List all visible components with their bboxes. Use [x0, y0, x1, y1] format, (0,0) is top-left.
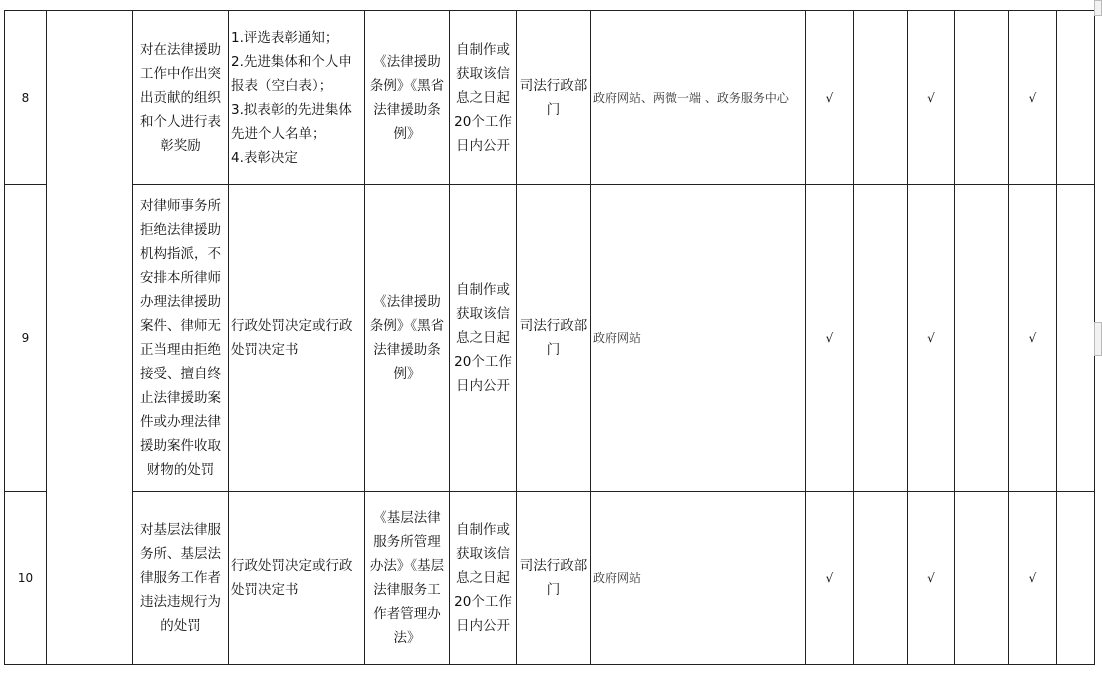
- empty-cell: [854, 185, 908, 492]
- disclosure-content: 行政处罚决定或行政处罚决定书: [229, 492, 365, 665]
- legal-basis: 《法律援助条例》《黑省法律援助条例》: [365, 11, 450, 185]
- disclosure-table: [4, 10, 1095, 665]
- scrollbar-thumb[interactable]: [1094, 322, 1102, 356]
- empty-cell: [1057, 11, 1095, 185]
- empty-cell: [854, 11, 908, 185]
- check-mark: √: [1009, 11, 1057, 185]
- disclosure-channel: 政府网站: [591, 185, 806, 492]
- legal-basis: 《基层法律服务所管理办法》《基层法律服务工作者管理办法》: [365, 492, 450, 665]
- table-row: [5, 11, 1095, 185]
- table-row: [5, 492, 1095, 665]
- row-number: 8: [5, 11, 47, 185]
- check-mark: √: [1009, 492, 1057, 665]
- merged-category-cell: [47, 11, 133, 665]
- empty-cell: [1057, 185, 1095, 492]
- check-mark: √: [1009, 185, 1057, 492]
- disclosure-department: 司法行政部门: [517, 11, 591, 185]
- table-row: [5, 185, 1095, 492]
- row-number: 9: [5, 185, 47, 492]
- item-name: 对在法律援助工作中作出突出贡献的组织和个人进行表彰奖励: [133, 11, 229, 185]
- scrollbar-top-handle[interactable]: [1094, 0, 1102, 16]
- empty-cell: [1057, 492, 1095, 665]
- item-name: 对基层法律服务所、基层法律服务工作者违法违规行为的处罚: [133, 492, 229, 665]
- check-mark: √: [908, 492, 955, 665]
- disclosure-content: 行政处罚决定或行政处罚决定书: [229, 185, 365, 492]
- empty-cell: [955, 11, 1009, 185]
- check-mark: √: [908, 11, 955, 185]
- check-mark: √: [806, 492, 854, 665]
- disclosure-channel: 政府网站、两微一端 、政务服务中心: [591, 11, 806, 185]
- disclosure-content: 1.评选表彰通知； 2.先进集体和个人申报表（空白表）； 3.拟表彰的先进集体先进个人名单； 4.表彰决定: [229, 11, 365, 185]
- item-name: 对律师事务所拒绝法律援助机构指派，不安排本所律师办理法律援助案件、律师无正当理由拒绝接受、擅自终止法律援助案件或办理法律援助案件收取财物的处罚: [133, 185, 229, 492]
- empty-cell: [854, 492, 908, 665]
- check-mark: √: [806, 11, 854, 185]
- disclosure-department: 司法行政部门: [517, 185, 591, 492]
- disclosure-time: 自制作或获取该信息之日起20个工作日内公开: [450, 185, 517, 492]
- check-mark: √: [908, 185, 955, 492]
- disclosure-time: 自制作或获取该信息之日起20个工作日内公开: [450, 492, 517, 665]
- check-mark: √: [806, 185, 854, 492]
- legal-basis: 《法律援助条例》《黑省法律援助条例》: [365, 185, 450, 492]
- row-number: 10: [5, 492, 47, 665]
- disclosure-department: 司法行政部门: [517, 492, 591, 665]
- disclosure-channel: 政府网站: [591, 492, 806, 665]
- disclosure-time: 自制作或获取该信息之日起20个工作日内公开: [450, 11, 517, 185]
- empty-cell: [955, 492, 1009, 665]
- empty-cell: [955, 185, 1009, 492]
